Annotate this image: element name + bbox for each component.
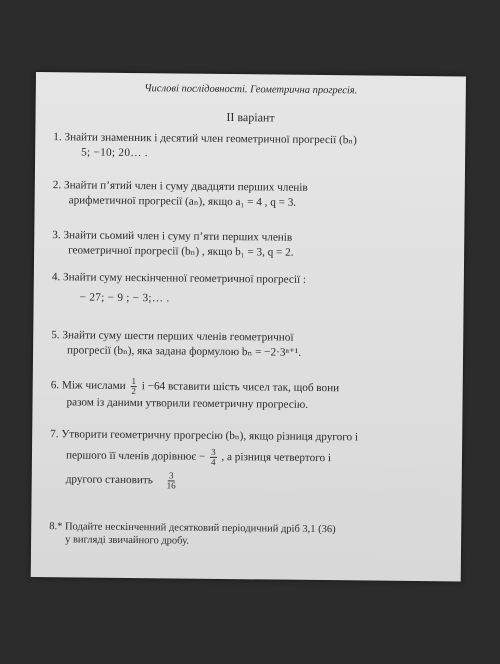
task-6-pre: 6. Між числами [50,379,126,393]
task-1-line1: 1. Знайти знаменник і десятий член геометричної прогресії (bₙ) [53,131,357,147]
task-3-line2: геометричної прогресії (bₙ) , якщо b₁ = 3, q = 2. [68,244,294,259]
worksheet-page [31,72,466,581]
task-8 [49,520,449,550]
task-6-line2: разом із даними утворили геометричну прогресію. [66,396,309,411]
task-5 [51,328,451,362]
fraction-numerator: 3 [211,446,216,457]
task-4 [52,270,452,309]
fraction-denominator: 16 [166,480,176,491]
fraction-numerator: 3 [168,470,174,481]
task-5-line1: 5. Знайти суму шести перших членів геометричної [51,329,294,344]
task-4-line1: 4. Знайти суму нескінченної геометричної прогресії : [51,271,307,286]
fraction-denominator: 4 [211,456,216,467]
fraction-denominator: 2 [131,386,136,397]
task-2-line2: арифметичної прогресії (aₙ), якщо a₁ = 4 , q = 3. [68,194,297,209]
task-7-line3 [50,470,450,493]
task-7-line2-post: , а різниця четвертого і [221,451,332,465]
fraction-one-half [130,377,137,396]
task-6-post: і −64 вставити шість чисел так, щоб вони [141,380,340,395]
task-1 [53,130,453,164]
task-2 [53,178,453,212]
fraction-numerator: 1 [131,376,137,387]
task-7-line2 [50,446,450,469]
task-8-line1: 8.* Подайте нескінченний десятковий періодичний дріб 3,1 (36) [49,521,336,536]
task-7-line3-pre: другого становить [65,473,153,487]
variant-title: ІІ варіант [226,109,275,125]
task-1-sequence: 5; −10; 20… . [81,146,149,160]
task-8-line2: у вигляді звичайного дробу. [65,534,190,547]
fraction-three-quarters [210,448,217,467]
task-5-line2: прогресії (bₙ), яка задана формулою bₙ = −2·3ⁿ⁺¹. [67,344,302,359]
task-7-line1: 7. Утворити геометричну прогресію (bₙ), якщо різниця другого і [50,428,359,444]
task-6 [50,376,450,414]
task-3-line1: 3. Знайти сьомий член і суму п’яти перших членів [52,229,293,244]
fraction-three-sixteenths [166,471,177,490]
topic-heading: Числові послідовності. Геометрична прогресія. [144,83,358,97]
task-7-line2-pre: першого її членів дорівнює − [65,449,206,463]
task-3 [52,228,452,262]
task-7 [50,426,451,493]
task-2-line1: 2. Знайти п’ятий член і суму двадцяти перших членів [52,179,308,194]
task-4-sequence: − 27; − 9 ; − 3;… . [79,291,170,305]
